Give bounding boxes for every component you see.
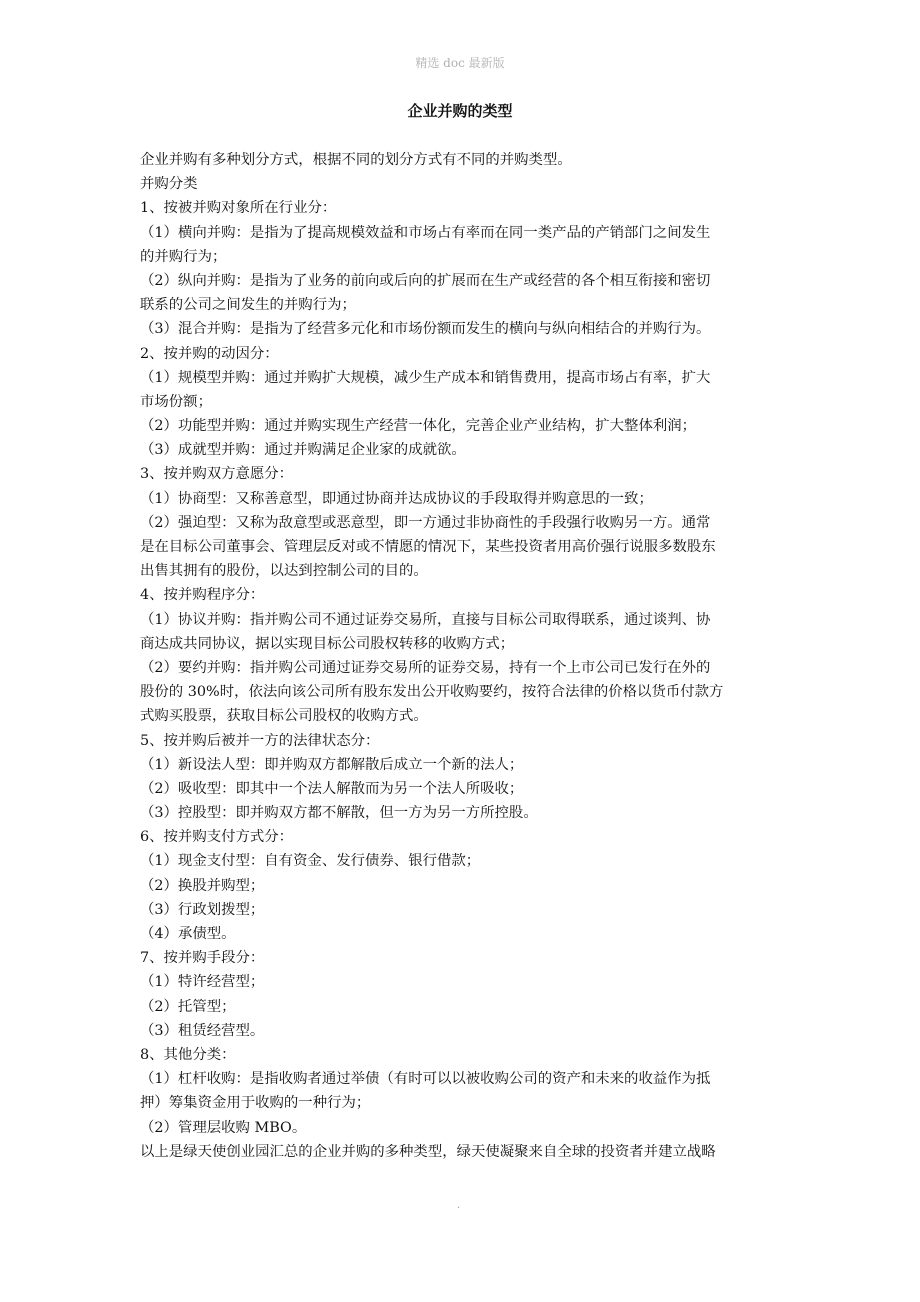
paragraph-line: （2）要约并购：指并购公司通过证券交易所的证券交易，持有一个上市公司已发行在外的	[140, 659, 711, 676]
paragraph-line: （2）纵向并购：是指为了业务的前向或后向的扩展而在生产或经营的各个相互衔接和密切	[140, 272, 711, 289]
paragraph-line: （2）管理层收购 MBO。	[140, 1119, 307, 1136]
paragraph-line: （1）特许经营型；	[140, 974, 265, 991]
paragraph-line: （3）混合并购：是指为了经营多元化和市场份额而发生的横向与纵向相结合的并购行为。	[140, 321, 711, 338]
paragraph-line: 押）筹集资金用于收购的一种行为；	[140, 1095, 371, 1112]
paragraph-line: （1）新设法人型：即并购双方都解散后成立一个新的法人；	[140, 756, 524, 773]
paragraph-line: 企业并购有多种划分方式，根据不同的划分方式有不同的并购类型。	[140, 152, 572, 168]
page-header: 精选 doc 最新版	[415, 56, 505, 70]
page-footer: .	[457, 1200, 461, 1211]
paragraph-line: 3、按并购双方意愿分：	[140, 466, 294, 483]
paragraph-line: （1）杠杆收购：是指收购者通过举债（有时可以以被收购公司的资产和未来的收益作为抵	[140, 1071, 711, 1088]
paragraph-line: （2）功能型并购：通过并购实现生产经营一体化，完善企业产业结构，扩大整体利润；	[140, 418, 697, 435]
paragraph-line: （3）租赁经营型。	[140, 1022, 265, 1039]
paragraph-line: 市场份额；	[140, 393, 212, 410]
paragraph-line: （4）承债型。	[140, 926, 236, 942]
paragraph-line: 8、其他分类：	[140, 1046, 236, 1063]
paragraph-line: 商达成共同协议，据以实现目标公司股权转移的收购方式；	[140, 635, 515, 652]
paragraph-line: 6、按并购支付方式分：	[140, 829, 294, 846]
paragraph-line: 是在目标公司董事会、管理层反对或不情愿的情况下，某些投资者用高价强行说服多数股东	[140, 539, 716, 555]
paragraph-line: （2）换股并购型；	[140, 877, 265, 894]
paragraph-line: 联系的公司之间发生的并购行为；	[140, 297, 356, 314]
paragraph-line: 1、按被并购对象所在行业分：	[140, 200, 337, 217]
paragraph-line: （3）成就型并购：通过并购满足企业家的成就欲。	[140, 442, 466, 459]
paragraph-line: 5、按并购后被并一方的法律状态分：	[140, 732, 380, 749]
paragraph-line: （1）横向并购：是指为了提高规模效益和市场占有率而在同一类产品的产销部门之间发生	[140, 224, 711, 241]
paragraph-line: （2）吸收型：即其中一个法人解散而为另一个法人所吸收；	[140, 780, 524, 797]
paragraph-line: 并购分类	[140, 176, 198, 193]
paragraph-line: （1）协议并购：指并购公司不通过证券交易所，直接与目标公司取得联系，通过谈判、协	[140, 611, 711, 628]
paragraph-line: 式购买股票，获取目标公司股权的收购方式。	[140, 708, 428, 725]
paragraph-line: 2、按并购的动因分：	[140, 345, 279, 362]
paragraph-line: （3）行政划拨型；	[140, 901, 265, 918]
paragraph-line: （2）托管型；	[140, 998, 236, 1015]
document-title: 企业并购的类型	[407, 102, 513, 120]
document-body	[140, 148, 788, 1164]
paragraph-line: 出售其拥有的股份，以达到控制公司的目的。	[140, 563, 428, 580]
paragraph-line: 的并购行为；	[140, 248, 227, 265]
paragraph-line: （1）现金支付型：自有资金、发行债券、银行借款；	[140, 853, 481, 870]
paragraph-line: （2）强迫型：又称为敌意型或恶意型，即一方通过非协商性的手段强行收购另一方。通常	[140, 514, 711, 531]
paragraph-line: （1）协商型：又称善意型，即通过协商并达成协议的手段取得并购意思的一致；	[140, 490, 653, 507]
paragraph-line: （1）规模型并购：通过并购扩大规模，减少生产成本和销售费用，提高市场占有率，扩大	[140, 369, 711, 386]
paragraph-line: 以上是绿天使创业园汇总的企业并购的多种类型，绿天使凝聚来自全球的投资者并建立战略	[140, 1143, 716, 1160]
paragraph-line: 7、按并购手段分：	[140, 950, 265, 967]
paragraph-line: （3）控股型：即并购双方都不解散，但一方为另一方所控股。	[140, 805, 538, 822]
paragraph-line: 4、按并购程序分：	[140, 587, 265, 604]
paragraph-line: 股份的 30%时，依法向该公司所有股东发出公开收购要约，按符合法律的价格以货币付款方	[140, 684, 724, 701]
